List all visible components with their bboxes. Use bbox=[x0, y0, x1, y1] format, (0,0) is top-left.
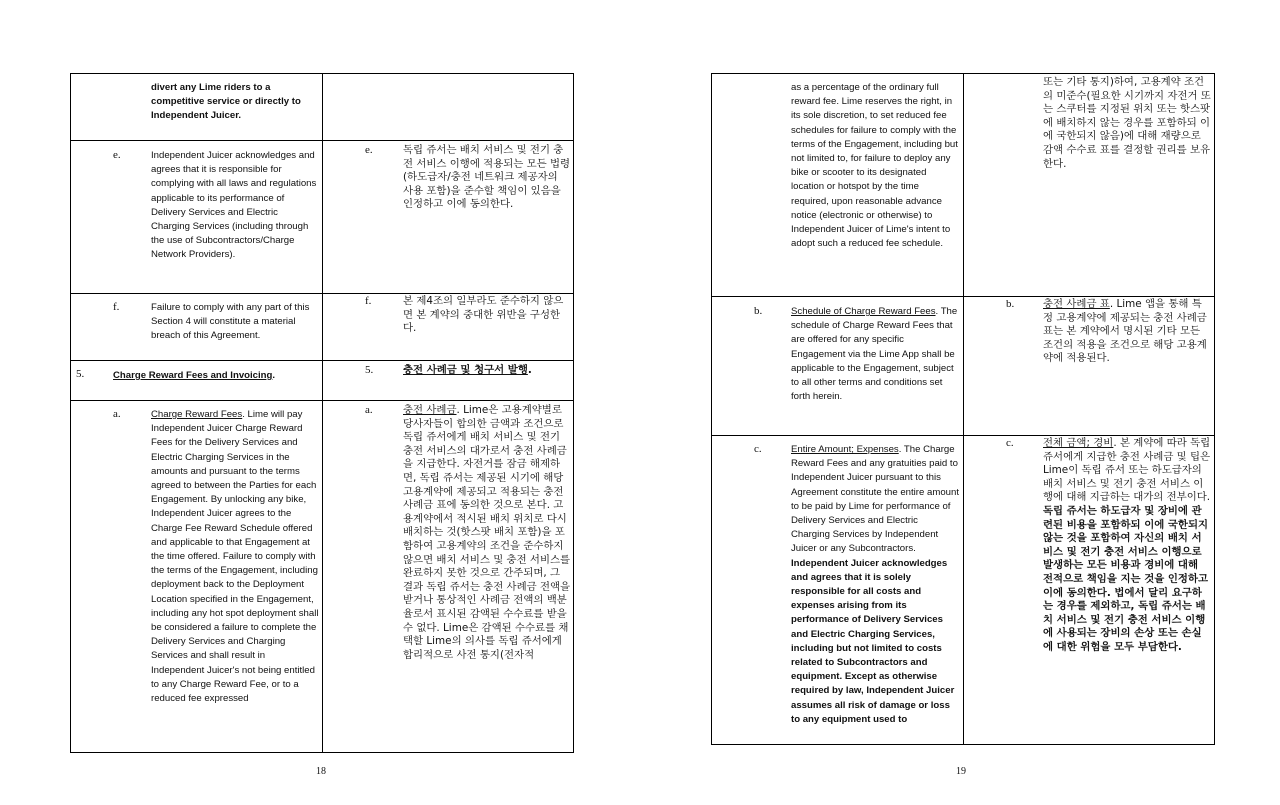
row-divider bbox=[71, 360, 573, 361]
clause-e-mark-en: e. bbox=[113, 149, 121, 161]
section-5-heading-ko bbox=[403, 364, 571, 378]
row-divider bbox=[712, 435, 1214, 436]
clause-c-text-en bbox=[791, 443, 959, 727]
clause-a-text-ko bbox=[403, 404, 571, 662]
column-divider bbox=[963, 74, 964, 744]
row-divider bbox=[71, 400, 573, 401]
clause-e-mark-ko: e. bbox=[365, 144, 373, 156]
clause-c-bold-ko: 독립 쥬서는 하도급자 및 장비에 관련된 비용을 포함하되 이에 국한되지 않는 것을 포함하여 자신의 배치 서비스 및 전기 충전 서비스 이행으로 발생하는 모든 비용과 경비에 대해 전적으로 책임을 지는 것을 인정하고 이에 동의한다. 법에서 달리 요구하는 경우를 제외하고, 독립 쥬서는 배치 서비스 및 전기 충전 서비스 이행에 사용되는 장비의 손상 또는 손실에 대한 위험을 모두 부담한다. bbox=[1043, 504, 1209, 653]
clause-d-continuation-en: divert any Lime riders to a competitive service or directly to Independent Juicer. bbox=[151, 82, 301, 122]
clause-c-mark-en: c. bbox=[754, 443, 762, 455]
clause-c-heading-en: Entire Amount; Expenses bbox=[791, 444, 899, 455]
section-5-heading-en-text: Charge Reward Fees and Invoicing bbox=[113, 370, 273, 381]
clause-f-text-ko: 본 제4조의 일부라도 준수하지 않으면 본 계약의 중대한 위반을 구성한다. bbox=[403, 295, 564, 335]
row-divider bbox=[71, 140, 573, 141]
clause-c-mark-ko: c. bbox=[1006, 437, 1014, 449]
page-19 bbox=[640, 0, 1280, 805]
clause-b-text-en bbox=[791, 305, 959, 404]
clause-b-body-en: . The schedule of Charge Reward Fees that are offered for any specific Engagement via the Lime App shall be applicable to the Engagement, subject to all other terms and conditions set forth herein. bbox=[791, 306, 958, 403]
clause-c-body-en: . The Charge Reward Fees and any gratuities paid to Independent Juicer pursuant to this Agreement constitute the entire amount to be paid by Lime for performance of Delivery Services and Electric Charging Services by Independent Juicer or any Subcontractors. bbox=[791, 444, 959, 555]
contract-table-right bbox=[711, 73, 1215, 745]
clause-a-mark-ko: a. bbox=[365, 404, 373, 416]
clause-a-continuation-en: as a percentage of the ordinary full reward fee. Lime reserves the right, in its sole discretion, to set reduced fee schedules for failure to comply with the terms of the Engagement, including but not limited to, for failure to deploy any bike or scooter to its designated location or hotspot by the time required, upon reasonable advance notice (electronic or otherwise) to Independent Juicer of Lime's intent to adopt such a reduced fee schedule. bbox=[791, 82, 958, 250]
row-divider bbox=[71, 293, 573, 294]
section-5-mark-en: 5. bbox=[76, 368, 85, 380]
clause-c-text-ko bbox=[1043, 437, 1211, 655]
clause-b-mark-ko: b. bbox=[1006, 298, 1015, 310]
column-divider bbox=[322, 74, 323, 752]
clause-a-body-en: . Lime will pay Independent Juicer Charge Reward Fees for the Delivery Services and Electric Charging Services in the amounts and pursuant to the terms agreed to between the Parties for each Engagement. By unlocking any bike, Independent Juicer agrees to the Charge Fee Reward Schedule offered and applicable to that Engagement at the time offered. Failure to comply with the terms of the Engagement, including deployment back to the Deployment Location specified in the Engagement, including any hot spot deployment shall be considered a failure to complete the Delivery Services and Charging Services and shall result in Independent Juicer's not being entitled to any Charge Reward Fee, or to a reduced fee expressed bbox=[151, 409, 319, 705]
clause-b-body-ko: . Lime 앱을 통해 특정 고용계약에 제공되는 충전 사례금 표는 본 계약에서 명시된 기타 모든 조건의 적용을 조건으로 해당 고용계약에 적용된다. bbox=[1043, 298, 1207, 365]
section-5-heading-en bbox=[113, 369, 318, 383]
clause-f-mark-en: f. bbox=[113, 301, 120, 313]
clause-b-mark-en: b. bbox=[754, 305, 763, 317]
row-divider bbox=[712, 296, 1214, 297]
clause-c-heading-ko: 전체 금액; 경비 bbox=[1043, 437, 1114, 449]
clause-a-heading-ko: 충전 사례금 bbox=[403, 404, 457, 416]
contract-table-left bbox=[70, 73, 574, 753]
section-5-heading-en-period: . bbox=[272, 370, 276, 381]
section-5-heading-ko-period: . bbox=[527, 364, 532, 376]
clause-a-continuation-ko: 또는 기타 통지)하여, 고용계약 조건의 미준수(필요한 시기까지 자전거 또는 스쿠터를 지정된 위치 또는 핫스팟에 배치하지 않는 경우를 포함하되 이에 국한되지 않음)에 대해 재량으로 감액 수수료 표를 결정할 권리를 보유한다. bbox=[1043, 76, 1211, 170]
clause-c-bold-en: Independent Juicer acknowledges and agrees that it is solely responsible for all costs and expenses arising from its performance of Delivery Services and Electric Charging Services, including but not limited to costs related to Subcontractors and equipment. Except as otherwise required by law, Independent Juicer assumes all risk of damage or loss to any equipment used to bbox=[791, 557, 955, 725]
clause-b-heading-en: Schedule of Charge Reward Fees bbox=[791, 306, 936, 317]
clause-a-mark-en: a. bbox=[113, 408, 121, 420]
clause-f-mark-ko: f. bbox=[365, 295, 372, 307]
page-number: 19 bbox=[956, 766, 966, 777]
section-5-heading-ko-text: 충전 사례금 및 청구서 발행 bbox=[403, 364, 528, 376]
clause-b-heading-ko: 충전 사례금 표 bbox=[1043, 298, 1110, 310]
section-5-mark-ko: 5. bbox=[365, 364, 374, 376]
page-number: 18 bbox=[316, 766, 326, 777]
clause-a-heading-en: Charge Reward Fees bbox=[151, 409, 243, 420]
clause-a-body-ko: . Lime은 고용계약별로 당사자들이 합의한 금액과 조건으로 독립 쥬서에게 배치 서비스 및 전기 충전 서비스의 대가로서 충전 사례금을 지급한다. 자전거를 잠금 해제하면, 독립 쥬서는 제공된 시기에 해당 고용계약에 제공되고 적용되는 충전 사례금 표에 동의한 것으로 본다. 고용계약에서 적시된 배치 위치로 다시 배치하는 것(핫스팟 배치 포함)을 포함하여 고용계약의 조건을 준수하지 않으면 배치 서비스 및 충전 서비스를 완료하지 못한 것으로 간주되며, 그 결과 독립 쥬서는 충전 사례금 전액을 받거나 통상적인 사례금 전액의 백분율로서 표시된 감액된 수수료를 받을 수 없다. Lime은 감액된 수수료를 채택할 Lime의 의사를 독립 쥬서에게 합리적으로 사전 통지(전자적 bbox=[403, 404, 571, 661]
clause-f-text-en: Failure to comply with any part of this Section 4 will constitute a material breach of this Agreement. bbox=[151, 302, 310, 342]
clause-c-body-ko: . 본 계약에 따라 독립 쥬서에게 지급한 충전 사례금 및 팁은 Lime이 독립 쥬서 또는 하도급자의 배치 서비스 및 전기 충전 서비스 이행에 대해 지급하는 대가의 전부이다. bbox=[1043, 437, 1211, 504]
clause-b-text-ko bbox=[1043, 298, 1211, 366]
clause-a-text-en bbox=[151, 408, 319, 706]
clause-e-text-ko: 독립 쥬서는 배치 서비스 및 전기 충전 서비스 이행에 적용되는 모든 법령(하도급자/충전 네트워크 제공자의 사용 포함)을 준수할 책임이 있음을 인정하고 이에 동의한다. bbox=[403, 144, 571, 211]
clause-e-text-en: Independent Juicer acknowledges and agrees that it is responsible for complying with all laws and regulations applicable to its performance of Delivery Services and Electric Charging Services (including through the use of Subcontractors/Charge Network Providers). bbox=[151, 150, 317, 261]
